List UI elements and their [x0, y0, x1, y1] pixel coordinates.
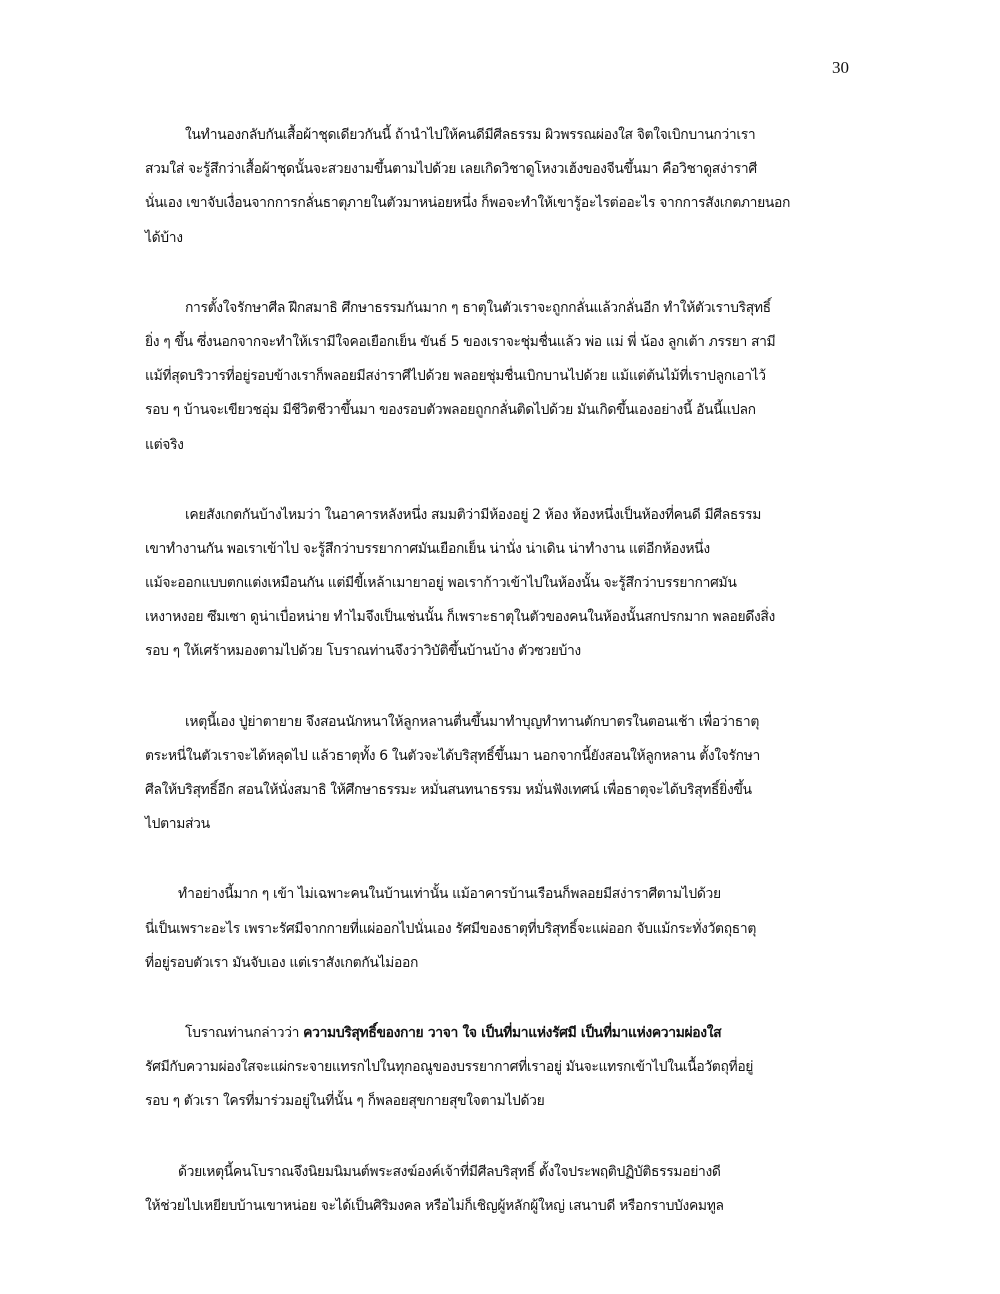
paragraph-6 [145, 1016, 861, 1119]
text-line: ในทำนองกลับกันเสื้อผ้าชุดเดียวกันนี้ ถ้านำไปให้คนดีมีศีลธรรม ผิวพรรณผ่องใส จิตใจเบิกบานกว่าเรา [185, 127, 756, 143]
text-line: แม้ที่สุดบริวารที่อยู่รอบข้างเราก็พลอยมีสง่าราศีไปด้วย พลอยชุ่มชื่นเบิกบานไปด้วย แม้แต่ต้นไม้ที่เราปลูกเอาไว้ [145, 368, 766, 385]
text-line: เคยสังเกตกันบ้างไหมว่า ในอาคารหลังหนึ่ง สมมติว่ามีห้องอยู่ 2 ห้อง ห้องหนึ่งเป็นห้องที่คนดี มีศีลธรรม [185, 506, 762, 523]
text-span: โบราณท่านกล่าวว่า [185, 1024, 304, 1041]
paragraph-2 [145, 291, 861, 462]
text-line: สวมใส่ จะรู้สึกว่าเสื้อผ้าชุดนั้นจะสวยงามขึ้นตามไปด้วย เลยเกิดวิชาดูโหงวเฮ้งของจีนขึ้นมา คือวิชาดูสง่าราศี [145, 161, 757, 178]
paragraph-4 [145, 705, 861, 842]
paragraph-3 [145, 498, 861, 669]
text-line: ที่อยู่รอบตัวเรา มันจับเอง แต่เราสังเกตกันไม่ออก [145, 954, 419, 971]
paragraph-5 [145, 877, 861, 980]
text-line: รัศมีกับความผ่องใสจะแผ่กระจายแทรกไปในทุกอณูของบรรยากาศที่เราอยู่ มันจะแทรกเข้าไปในเนื้อวัตถุที่อยู่ [145, 1059, 754, 1076]
document-body [145, 118, 861, 1259]
text-line: ด้วยเหตุนี้คนโบราณจึงนิยมนิมนต์พระสงฆ์องค์เจ้าที่มีศีลบริสุทธิ์ ตั้งใจประพฤติปฏิบัติธรรมอย่างดี [178, 1163, 721, 1180]
text-line: รอบ ๆ ให้เศร้าหมองตามไปด้วย โบราณท่านจึงว่าวิบัติขึ้นบ้านบ้าง ตัวซวยบ้าง [145, 643, 581, 660]
page-number: 30 [832, 58, 849, 77]
text-line: นั่นเอง เขาจับเงื่อนจากการกลั่นธาตุภายในตัวมาหน่อยหนึ่ง ก็พอจะทำให้เขารู้อะไรต่ออะไร จากการสังเกตภายนอก [145, 195, 791, 212]
text-line: ไปตามส่วน [145, 816, 210, 833]
text-line: แม้จะออกแบบตกแต่งเหมือนกัน แต่มีขี้เหล้าเมายาอยู่ พอเราก้าวเข้าไปในห้องนั้น จะรู้สึกว่าบรรยากาศมัน [145, 575, 737, 592]
text-line: รอบ ๆ ตัวเรา ใครที่มาร่วมอยู่ในที่นั้น ๆ ก็พลอยสุขกายสุขใจตามไปด้วย [145, 1093, 545, 1110]
text-line: ศีลให้บริสุทธิ์อีก สอนให้นั่งสมาธิ ให้ศึกษาธรรมะ หมั่นสนทนาธรรม หมั่นฟังเทศน์ เพื่อธาตุจะได้บริสุทธิ์ยิ่งขึ้น [145, 782, 752, 798]
text-line: ยิ่ง ๆ ขึ้น ซึ่งนอกจากจะทำให้เรามีใจคอเยือกเย็น ขันธ์ 5 ของเราจะชุ่มชื่นแล้ว พ่อ แม่ พี่ น้อง ลูกเต้า ภรรยา สามี [145, 333, 776, 350]
bold-phrase: ความบริสุทธิ์ของกาย วาจา ใจ เป็นที่มาแห่งรัศมี เป็นที่มาแห่งความผ่องใส [303, 1024, 722, 1041]
paragraph-7 [145, 1155, 861, 1223]
text-line: แต่จริง [145, 436, 184, 453]
text-line: ได้บ้าง [145, 229, 183, 246]
text-line: เหงาหงอย ซึมเซา ดูน่าเบื่อหน่าย ทำไมจึงเป็นเช่นนั้น ก็เพราะธาตุในตัวของคนในห้องนั้นสกปรกมาก พลอยดึงสิ่ง [145, 609, 775, 626]
text-line: นี่เป็นเพราะอะไร เพราะรัศมีจากกายที่แผ่ออกไปนั่นเอง รัศมีของธาตุที่บริสุทธิ์จะแผ่ออก จับแม้กระทั่งวัตถุธาตุ [145, 920, 757, 937]
text-line: ตระหนี่ในตัวเราจะได้หลุดไป แล้วธาตุทั้ง 6 ในตัวจะได้บริสุทธิ์ขึ้นมา นอกจากนี้ยังสอนให้ลูกหลาน ตั้งใจรักษา [145, 747, 760, 764]
text-line: ทำอย่างนี้มาก ๆ เข้า ไม่เฉพาะคนในบ้านเท่านั้น แม้อาคารบ้านเรือนก็พลอยมีสง่าราศีตามไปด้วย [178, 886, 721, 903]
text-line: รอบ ๆ บ้านจะเขียวชอุ่ม มีชีวิตชีวาขึ้นมา ของรอบตัวพลอยถูกกลั่นติดไปด้วย มันเกิดขึ้นเองอย่างนี้ อันนี้แปลก [145, 402, 756, 419]
paragraph-1 [145, 118, 861, 255]
text-line: การตั้งใจรักษาศีล ฝึกสมาธิ ศึกษาธรรมกันมาก ๆ ธาตุในตัวเราจะถูกกลั่นแล้วกลั่นอีก ทำให้ตัวเราบริสุทธิ์ [185, 299, 771, 316]
text-line: เหตุนี้เอง ปู่ย่าตายาย จึงสอนนักหนาให้ลูกหลานตื่นขึ้นมาทำบุญทำทานตักบาตรในตอนเช้า เพื่อว่าธาตุ [185, 713, 760, 730]
text-line: ให้ช่วยไปเหยียบบ้านเขาหน่อย จะได้เป็นศิริมงคล หรือไม่ก็เชิญผู้หลักผู้ใหญ่ เสนาบดี หรือกราบบังคมทูล [145, 1197, 724, 1214]
text-line [145, 1016, 861, 1050]
text-line: เขาทำงานกัน พอเราเข้าไป จะรู้สึกว่าบรรยากาศมันเยือกเย็น น่านั่ง น่าเดิน น่าทำงาน แต่อีกห้องหนึ่ง [145, 540, 710, 557]
